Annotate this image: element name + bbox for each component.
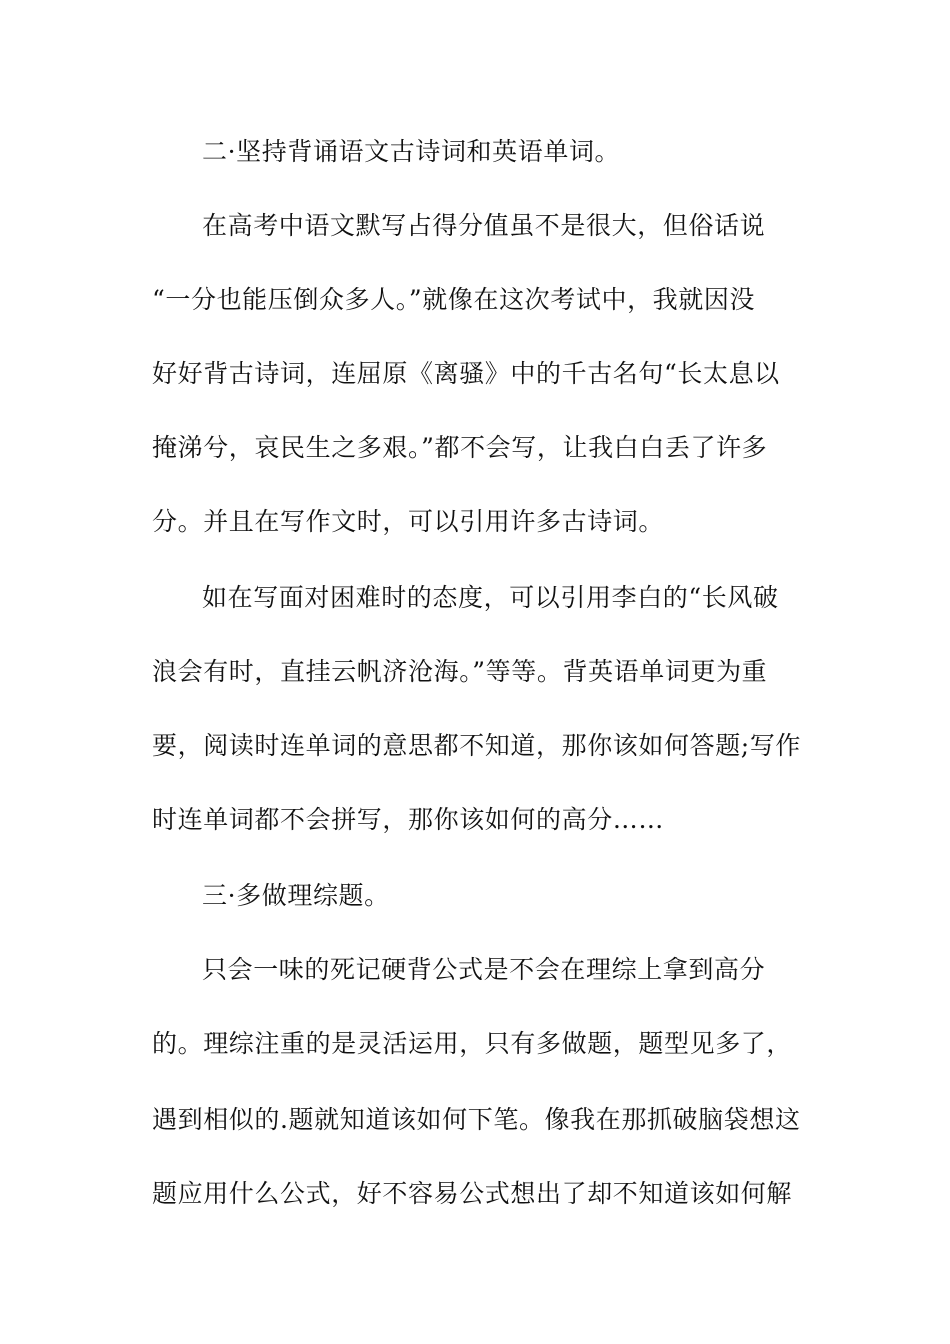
paragraph-line: 好好背古诗词，连屈原《离骚》中的千古名句“长太息以 [152,359,780,388]
paragraph-line: 时连单词都不会拼写，那你该如何的高分…… [152,805,665,834]
paragraph-line: 的。理综注重的是灵活运用，只有多做题，题型见多了， [152,1029,793,1058]
paragraph-line: 在高考中语文默写占得分值虽不是很大，但俗话说 [202,211,766,240]
paragraph-line: 掩涕兮，哀民生之多艰。”都不会写，让我白白丢了许多 [152,433,768,462]
paragraph-line: 分。并且在写作文时，可以引用许多古诗词。 [152,507,665,536]
paragraph-line: 题应用什么公式，好不容易公式想出了却不知道该如何解 [152,1179,793,1208]
paragraph-line: 只会一味的死记硬背公式是不会在理综上拿到高分 [202,955,766,984]
paragraph-line: 浪会有时，直挂云帆济沧海。”等等。背英语单词更为重 [152,657,768,686]
paragraph-line: 遇到相似的.题就知道该如何下笔。像我在那抓破脑袋想这 [152,1105,801,1134]
paragraph-line: “一分也能压倒众多人。”就像在这次考试中，我就因没 [152,285,756,314]
paragraph-line: 要，阅读时连单词的意思都不知道，那你该如何答题;写作 [152,731,802,760]
paragraph-line: 如在写面对困难时的态度，可以引用李白的“长风破 [202,583,779,612]
section-heading-2: 二·坚持背诵语文古诗词和英语单词。 [202,137,621,166]
section-heading-3: 三·多做理综题。 [202,881,390,910]
